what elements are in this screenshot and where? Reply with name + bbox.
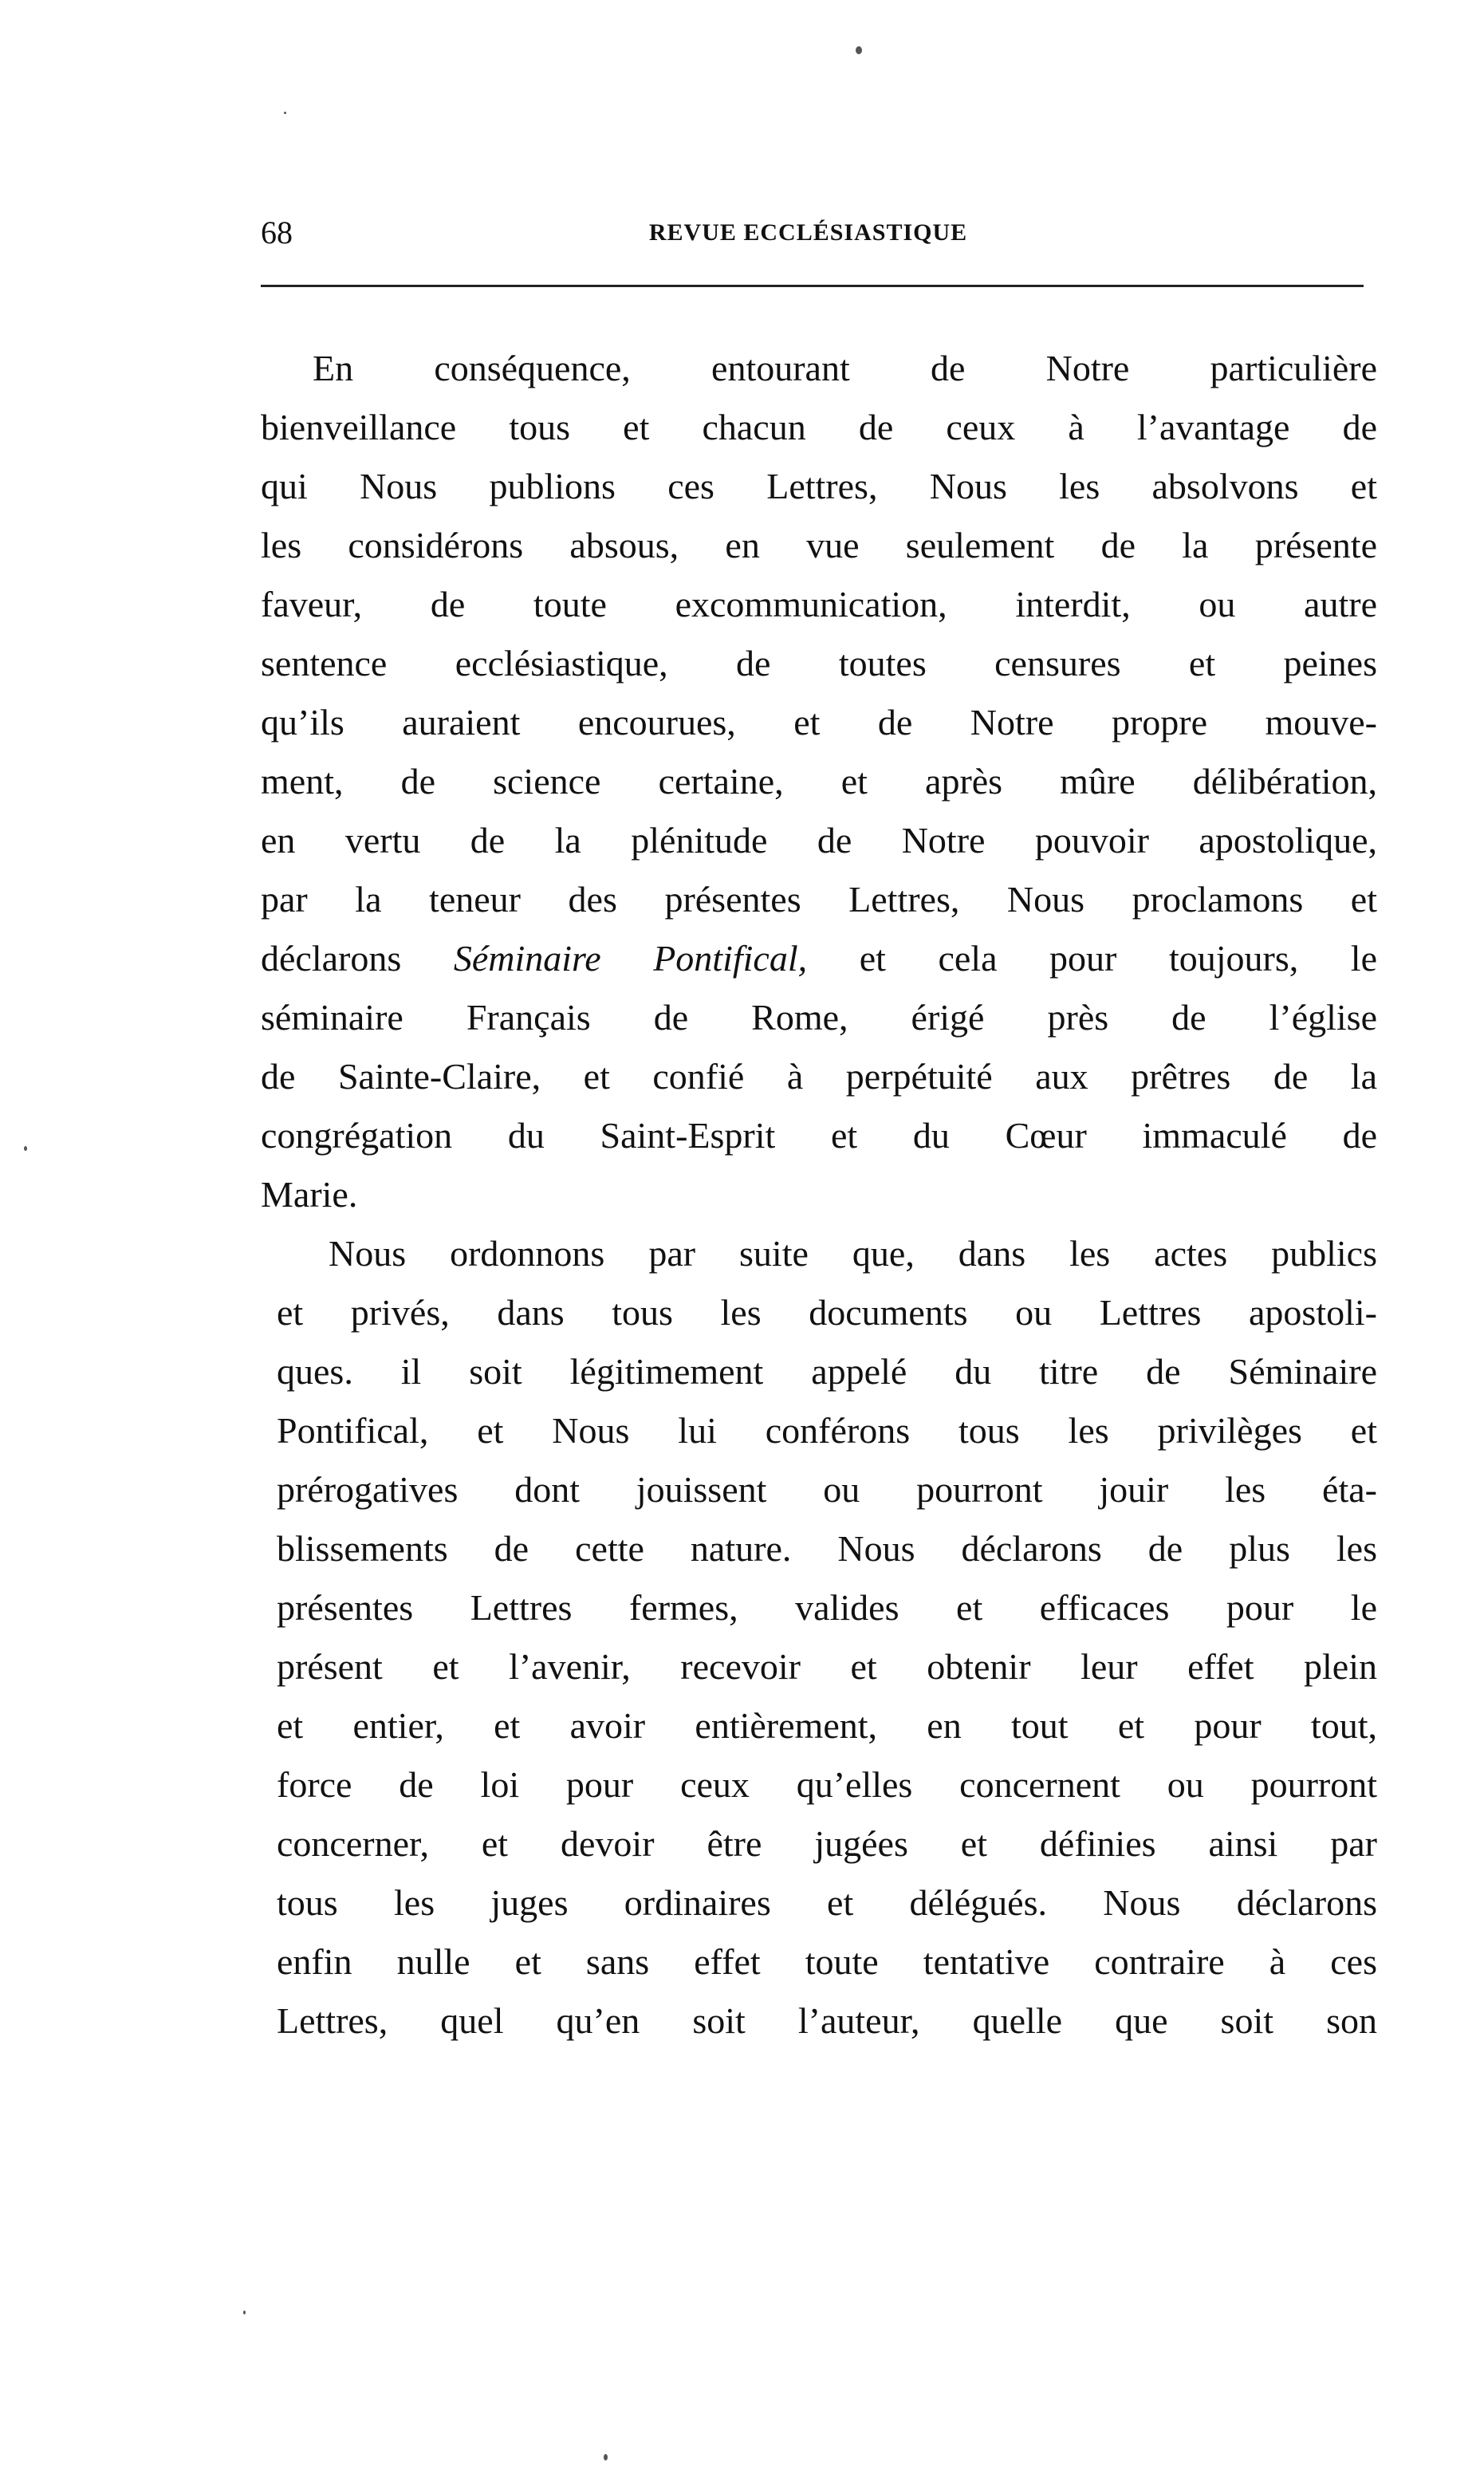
text-line: Nous ordonnons par suite que, dans les actes publics	[329, 1233, 1377, 1274]
text-line: faveur, de toute excommunication, interdit, ou autre	[261, 584, 1377, 624]
text-line: congrégation du Saint-Esprit et du Cœur immaculé de	[261, 1115, 1377, 1156]
text-line: qui Nous publions ces Lettres, Nous les absolvons et	[261, 466, 1377, 506]
text-line: de Sainte-Claire, et confié à perpétuité aux prêtres de la	[261, 1056, 1377, 1097]
text-line: bienveillance tous et chacun de ceux à l’avantage de	[261, 407, 1377, 447]
print-speck	[856, 46, 862, 54]
text-line: Pontifical, et Nous lui conférons tous les privilèges et	[277, 1410, 1377, 1451]
text-line: en vertu de la plénitude de Notre pouvoir apostolique,	[261, 820, 1377, 861]
italic-title: Séminaire Pontifical,	[453, 938, 808, 979]
body-text	[261, 339, 1377, 2051]
text-line: ques. il soit légitimement appelé du titre de Séminaire	[277, 1351, 1377, 1392]
print-speck	[24, 1146, 27, 1151]
text-line: les considérons absous, en vue seulement de la présente	[261, 525, 1377, 565]
paragraph-2	[261, 1224, 1377, 2051]
text-line: Lettres, quel qu’en soit l’auteur, quelle que soit son	[277, 2000, 1377, 2041]
running-title: REVUE ECCLÉSIASTIQUE	[648, 219, 968, 246]
text-segment: déclarons	[261, 938, 454, 979]
text-line: présentes Lettres fermes, valides et efficaces pour le	[277, 1587, 1377, 1628]
text-line: enfin nulle et sans effet toute tentative contraire à ces	[277, 1941, 1377, 1982]
print-speck	[243, 2311, 246, 2315]
text-line: blissements de cette nature. Nous déclarons de plus les	[277, 1528, 1377, 1569]
text-line-with-italic	[261, 929, 1377, 988]
page-number: 68	[261, 215, 293, 250]
text-line: sentence ecclésiastique, de toutes censures et peines	[261, 643, 1377, 684]
text-line: Marie.	[261, 1174, 358, 1215]
text-line: et privés, dans tous les documents ou Lettres apostoli-	[277, 1292, 1377, 1333]
text-line: concerner, et devoir être jugées et définies ainsi par	[277, 1823, 1377, 1864]
text-line: présent et l’avenir, recevoir et obtenir leur effet plein	[277, 1646, 1377, 1687]
text-line: et entier, et avoir entièrement, en tout et pour tout,	[277, 1705, 1377, 1746]
text-line: En conséquence, entourant de Notre particulière	[313, 348, 1377, 388]
print-speck	[284, 112, 286, 114]
text-line: ment, de science certaine, et après mûre délibération,	[261, 761, 1377, 802]
text-line: prérogatives dont jouissent ou pourront jouir les éta-	[277, 1469, 1377, 1510]
text-segment: et cela pour toujours, le	[807, 938, 1377, 979]
paragraph-1	[261, 339, 1377, 1224]
text-line: par la teneur des présentes Lettres, Nous proclamons et	[261, 879, 1377, 920]
page-header	[261, 209, 1364, 257]
text-line: qu’ils auraient encourues, et de Notre propre mouve-	[261, 702, 1377, 743]
header-rule	[261, 285, 1364, 287]
text-line: séminaire Français de Rome, érigé près de l’église	[261, 997, 1377, 1038]
text-line: force de loi pour ceux qu’elles concernent ou pourront	[277, 1764, 1377, 1805]
text-line: tous les juges ordinaires et délégués. Nous déclarons	[277, 1882, 1377, 1923]
print-speck	[604, 2454, 608, 2460]
